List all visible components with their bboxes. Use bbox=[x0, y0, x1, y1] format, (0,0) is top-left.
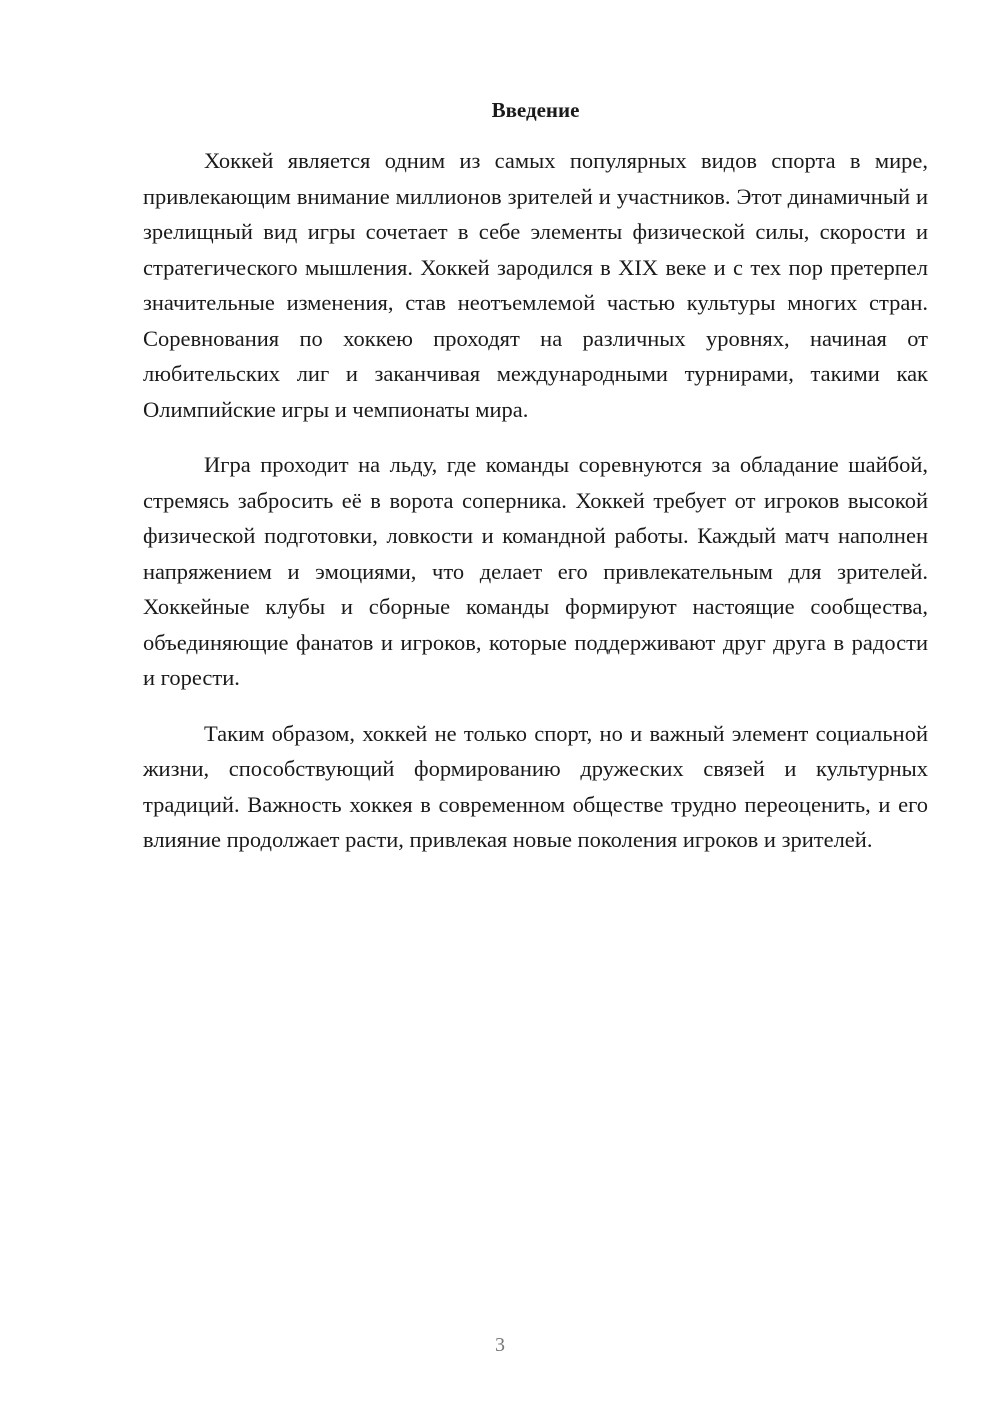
paragraph-2: Игра проходит на льду, где команды соревнуются за обладание шайбой, стремясь забросить её в ворота соперника. Хоккей требует от игроков высокой физической подготовки, ловкости и командной работы. Каждый матч наполнен напряжением и эмоциями, что делает его привлекательным для зрителей. Хоккейные клубы и сборные команды формируют настоящие сообщества, объединяющие фанатов и игроков, которые поддерживают друг друга в радости и горести. bbox=[143, 452, 928, 690]
body-text bbox=[143, 143, 928, 878]
section-heading: Введение bbox=[491, 98, 580, 122]
page-number: 3 bbox=[495, 1334, 505, 1356]
paragraph-3: Таким образом, хоккей не только спорт, но и важный элемент социальной жизни, способствующий формированию дружеских связей и культурных традиций. Важность хоккея в современном обществе трудно переоценить, и его влияние продолжает расти, привлекая новые поколения игроков и зрителей. bbox=[143, 720, 928, 852]
paragraph-1: Хоккей является одним из самых популярных видов спорта в мире, привлекающим внимание миллионов зрителей и участников. Этот динамичный и зрелищный вид игры сочетает в себе элементы физической силы, скорости и стратегического мышления. Хоккей зародился в XIX веке и с тех пор претерпел значительные изменения, став неотъемлемой частью культуры многих стран. Соревнования по хоккею проходят на различных уровнях, начиная от любительских лиг и заканчивая международными турнирами, такими как Олимпийские игры и чемпионаты мира. bbox=[143, 148, 928, 422]
